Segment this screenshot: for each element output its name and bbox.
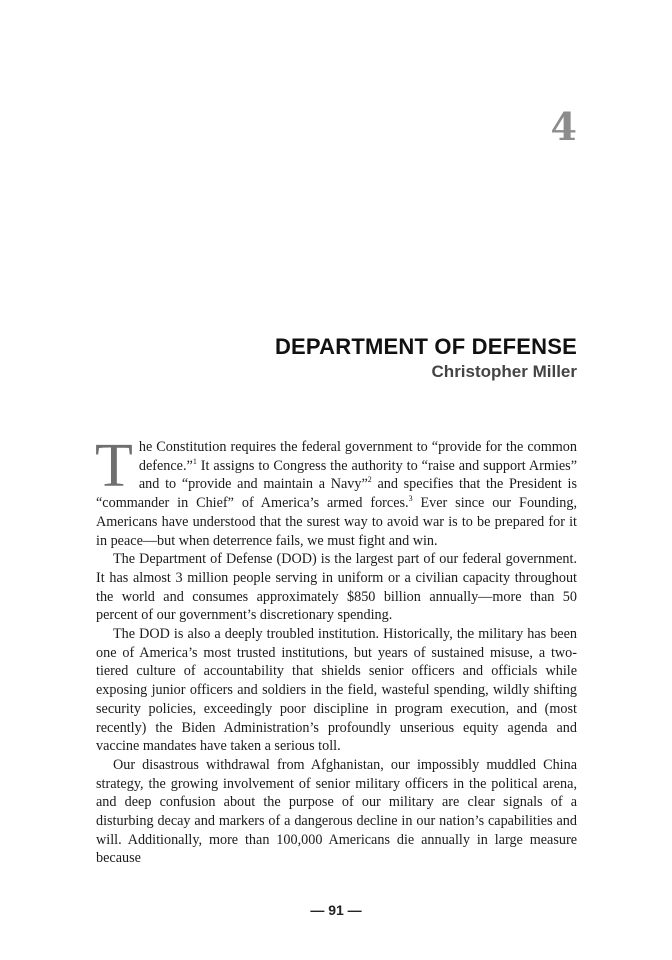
footnote-ref-2[interactable]: 2 — [367, 475, 372, 485]
footnote-ref-3[interactable]: 3 — [408, 494, 413, 504]
paragraph-1-text-b: It assigns to Congress the authority to “raise and support Armies” and to “provide and maintain a Navy” — [138, 457, 577, 493]
chapter-body — [95, 432, 578, 868]
chapter-number: 4 — [550, 104, 577, 149]
chapter-author: Christopher Miller — [431, 362, 577, 381]
paragraph-4: Our disastrous withdrawal from Afghanistan, our impossibly muddled China strategy, the growing involvement of senior military officers in the political arena, and deep confusion about the purpose of our military are clear signals of a disturbing decay and markers of a dangerous decline in our nation’s capabilities and will. Additionally, more than 100,000 Americans die annually in large measure because — [96, 756, 577, 867]
paragraph-2: The Department of Defense (DOD) is the largest part of our federal government. It has almost 3 million people serving in uniform or a civilian capacity throughout the world and consumes approximately $850 billion annually—more than 50 percent of our government’s discretionary spending. — [96, 551, 577, 624]
paragraph-1-text-c: and specifies that the President is “commander in Chief” of America’s armed forces. — [96, 476, 577, 512]
footnote-ref-1[interactable]: 1 — [192, 456, 197, 466]
chapter-title: DEPARTMENT OF DEFENSE — [274, 334, 577, 359]
paragraph-1-text-d: Ever since our Founding, Americans have understood that the surest way to avoid war is to be prepared for it in peace—but when deterrence fails, we must fight and win. — [96, 495, 578, 549]
drop-cap: T — [95, 432, 133, 500]
paragraph-1 — [95, 432, 578, 550]
page-number: — 91 — — [310, 902, 362, 918]
paragraph-3: The DOD is also a deeply troubled institution. Historically, the military has been one of America’s most trusted institutions, but years of sustained misuse, a two-tiered culture of accountability that shields senior officers and officials while exposing junior officers and soldiers in the field, wasteful spending, wildly shifting security policies, exceedingly poor discipline in program execution, and (most recently) the Biden Administration’s profoundly unserious equity agenda and vaccine mandates have taken a serious toll. — [96, 626, 577, 755]
paragraph-1-text-a: he Constitution requires the federal government to “provide for the common defence.” — [138, 439, 577, 474]
